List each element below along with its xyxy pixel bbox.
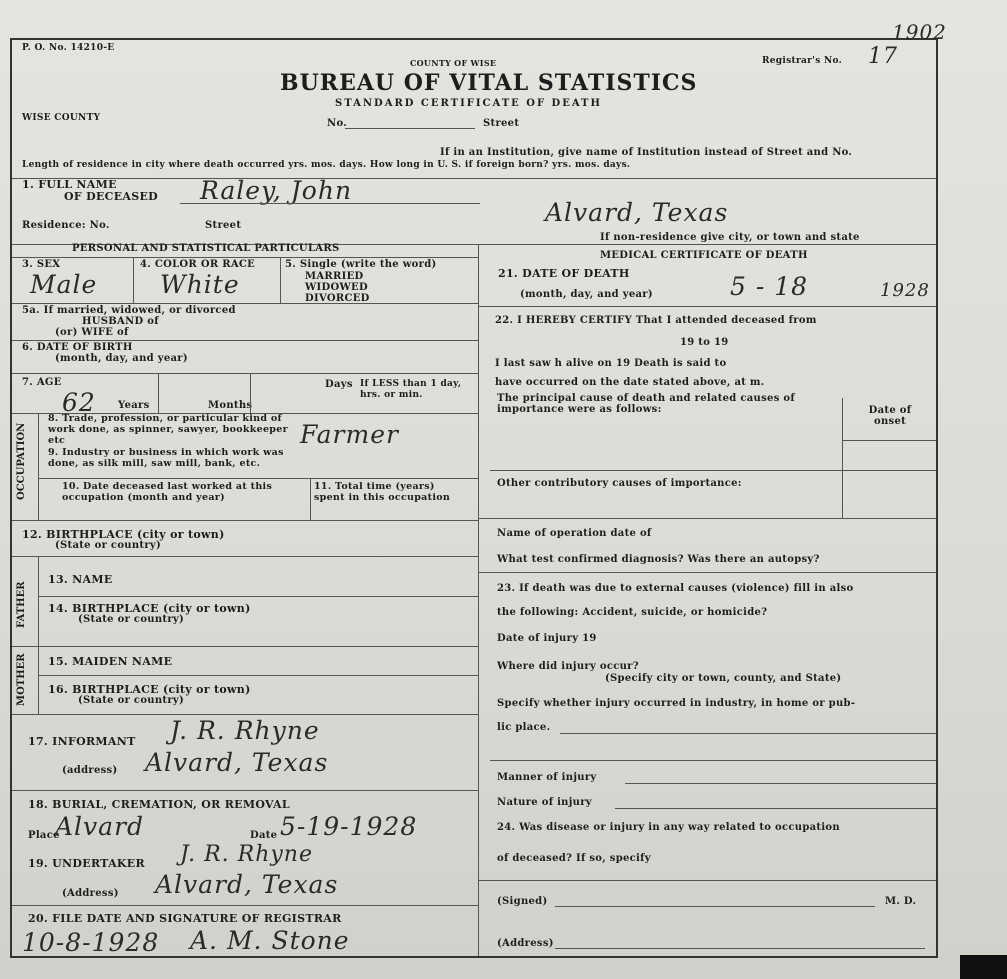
county-label: WISE COUNTY [22, 113, 101, 123]
days-label: Days [325, 379, 353, 390]
marital-divorced: DIVORCED [305, 293, 370, 304]
address-label: (Address) [497, 938, 554, 949]
nature-injury: Nature of injury [497, 797, 592, 808]
medical-section-title: MEDICAL CERTIFICATE OF DEATH [600, 250, 808, 261]
test-diagnosis: What test confirmed diagnosis? Was there an autopsy? [497, 554, 820, 565]
date-label: Date [250, 830, 278, 841]
where-injury: Where did injury occur? [497, 661, 639, 672]
personal-section-title: PERSONAL AND STATISTICAL PARTICULARS [72, 243, 340, 254]
residence-length: Length of residence in city where death occurred yrs. mos. days. How long in U. S. if foreign born? yrs. mos. days. [22, 160, 631, 170]
maiden-name-label: 15. MAIDEN NAME [48, 655, 173, 668]
bureau-title: BUREAU OF VITAL STATISTICS [280, 70, 698, 96]
months-label: Months [208, 400, 253, 411]
age-label: 7. AGE [22, 377, 62, 388]
undertaker-address: Alvard, Texas [155, 870, 339, 899]
birth-date-sub: (month, day, and year) [55, 353, 188, 364]
father-birthplace-sub: (State or country) [78, 614, 185, 625]
registrar-signature: A. M. Stone [190, 926, 350, 955]
no-label: No. [327, 118, 348, 129]
nonresidence-note: If non-residence give city, or town and state [600, 232, 860, 243]
color-label: 4. COLOR OR RACE [140, 259, 256, 270]
date-onset: Date of onset [868, 405, 912, 427]
undertaker-address-label: (Address) [62, 888, 119, 899]
residence-label: Residence: No. [22, 220, 110, 231]
manner-injury: Manner of injury [497, 772, 597, 783]
street-label: Street [483, 118, 520, 129]
registrar-label: Registrar's No. [762, 56, 843, 66]
trade-label: 8. Trade, profession, or particular kind of work done, as spinner, sawyer, bookkeeper etc [48, 413, 288, 446]
external-causes-2: the following: Accident, suicide, or homicide? [497, 607, 768, 618]
age-value: 62 [62, 388, 96, 417]
corner-shadow [960, 955, 1007, 979]
burial-place: Alvard [55, 812, 145, 841]
death-date-sub: (month, day, and year) [520, 289, 653, 300]
full-name-label: 1. FULL NAME [22, 178, 117, 191]
registrar-number: 17 [868, 44, 898, 69]
file-date-label: 20. FILE DATE AND SIGNATURE OF REGISTRAR [28, 912, 342, 925]
standard-certificate: STANDARD CERTIFICATE OF DEATH [335, 98, 602, 109]
last-worked-label: 10. Date deceased last worked at this occupation (month and year) [62, 481, 273, 503]
external-causes-1: 23. If death was due to external causes (violence) fill in also [497, 583, 854, 594]
sex-label: 3. SEX [22, 259, 61, 270]
marital-label: 5. Single (write the word) [285, 259, 437, 270]
occurred: have occurred on the date stated above, at m. [495, 377, 765, 388]
injury-date: Date of injury 19 [497, 633, 597, 644]
death-date-value: 5 - 18 [730, 272, 809, 301]
specify-injury-2: lic place. [497, 722, 551, 733]
trade-value: Farmer [300, 420, 399, 449]
total-time-label: 11. Total time (years) spent in this occupation [314, 481, 451, 503]
spouse-label-3: (or) WIFE of [55, 327, 129, 338]
undertaker-value: J. R. Rhyne [180, 842, 313, 867]
birthplace-sub: (State or country) [55, 540, 162, 551]
deceased-name: Raley, John [200, 176, 353, 205]
undertaker-label: 19. UNDERTAKER [28, 857, 145, 870]
spouse-label-2: HUSBAND of [82, 316, 159, 327]
other-causes: Other contributory causes of importance: [497, 478, 742, 489]
where-injury-sub: (Specify city or town, county, and State) [605, 673, 842, 684]
father-name-label: 13. NAME [48, 573, 113, 586]
mother-birthplace-label: 16. BIRTHPLACE (city or town) [48, 683, 251, 696]
informant-label: 17. INFORMANT [28, 735, 136, 748]
years-label: Years [118, 400, 150, 411]
of-deceased-label: OF DECEASED [64, 190, 158, 203]
residence-city: Alvard, Texas [545, 198, 729, 227]
informant-value: J. R. Rhyne [170, 716, 320, 745]
place-label: Place [28, 830, 60, 841]
mother-side-label: MOTHER [16, 653, 27, 706]
industry-label: 9. Industry or business in which work was done, as silk mill, saw mill, bank, etc. [48, 447, 284, 469]
informant-address-label: (address) [62, 765, 118, 776]
birthplace-label: 12. BIRTHPLACE (city or town) [22, 528, 225, 541]
certify-line-2: 19 to 19 [680, 337, 729, 348]
year-note: 1902 [892, 20, 947, 44]
signed-label: (Signed) [497, 896, 548, 907]
birth-date-label: 6. DATE OF BIRTH [22, 342, 133, 353]
file-date-value: 10-8-1928 [22, 928, 160, 957]
po-number: P. O. No. 14210-E [22, 43, 115, 53]
mother-birthplace-sub: (State or country) [78, 695, 185, 706]
certify-label: 22. I HEREBY CERTIFY That I attended deceased from [495, 315, 817, 326]
father-birthplace-label: 14. BIRTHPLACE (city or town) [48, 602, 251, 615]
operation: Name of operation date of [497, 528, 652, 539]
marital-married: MARRIED [305, 271, 364, 282]
occupation-side-label: OCCUPATION [16, 422, 27, 500]
if-less-label: If LESS than 1 day, hrs. or min. [360, 379, 462, 400]
institution-note: If in an Institution, give name of Institution instead of Street and No. [440, 147, 853, 158]
residence-street-label: Street [205, 220, 242, 231]
principal-cause: The principal cause of death and related causes of importance were as follows: [497, 393, 795, 415]
specify-injury-1: Specify whether injury occurred in industry, in home or pub- [497, 698, 856, 709]
informant-address: Alvard, Texas [145, 748, 329, 777]
burial-label: 18. BURIAL, CREMATION, OR REMOVAL [28, 798, 290, 811]
spouse-label-1: 5a. If married, widowed, or divorced [22, 305, 236, 316]
sex-value: Male [30, 270, 98, 299]
occupation-related-2: of deceased? If so, specify [497, 853, 651, 864]
county-of: COUNTY OF WISE [410, 58, 497, 68]
burial-date: 5-19-1928 [280, 812, 418, 841]
death-date-label: 21. DATE OF DEATH [498, 267, 630, 280]
color-value: White [160, 270, 240, 299]
occupation-related-1: 24. Was disease or injury in any way related to occupation [497, 822, 840, 833]
md-label: M. D. [885, 896, 917, 907]
last-saw: I last saw h alive on 19 Death is said to [495, 358, 727, 369]
death-year: 1928 [880, 280, 930, 301]
father-side-label: FATHER [16, 581, 27, 628]
marital-widowed: WIDOWED [305, 282, 368, 293]
